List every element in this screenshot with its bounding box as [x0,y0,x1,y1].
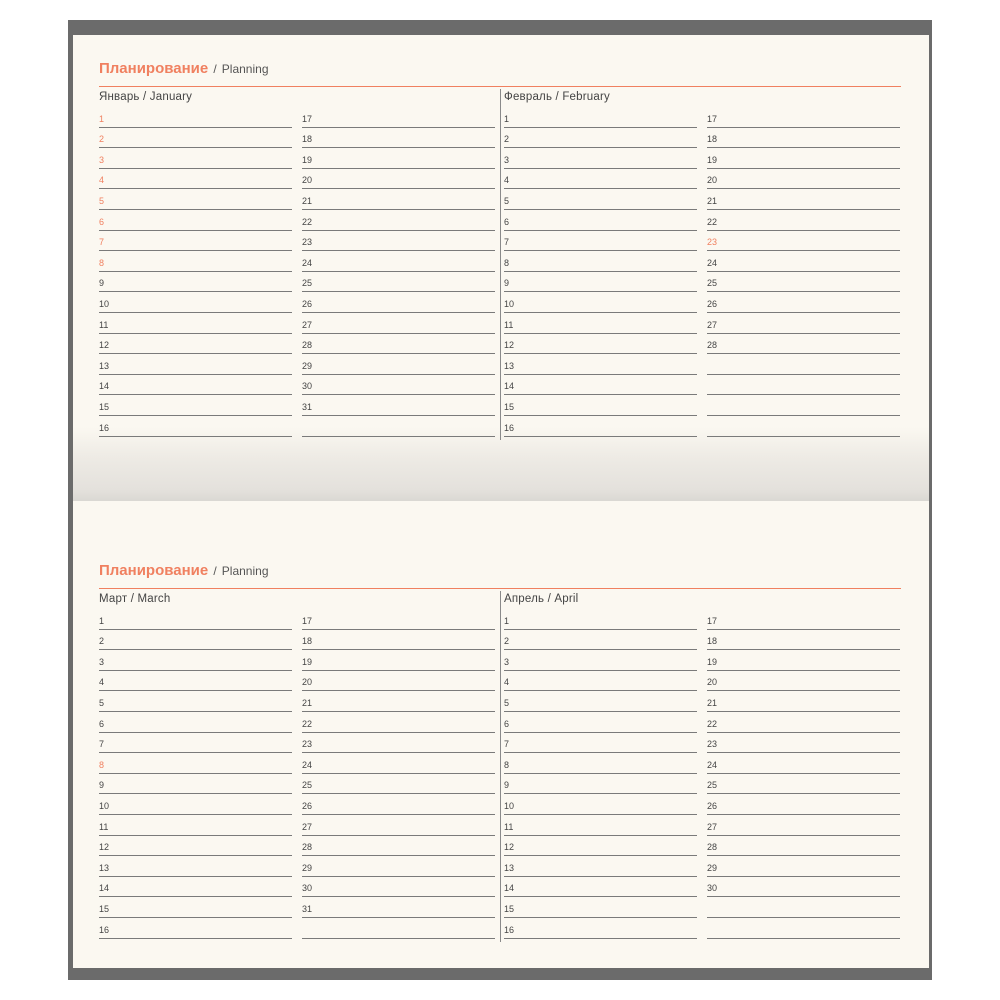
day-column-first [99,609,292,939]
day-line[interactable] [302,416,495,437]
day-line[interactable] [707,334,900,355]
day-line[interactable] [707,395,900,416]
day-number: 10 [99,800,110,811]
day-line[interactable] [707,107,900,128]
day-line[interactable] [707,313,900,334]
day-line[interactable] [504,897,697,918]
day-number: 22 [707,216,718,227]
day-number: 20 [302,175,313,186]
day-line[interactable] [302,836,495,857]
day-column-second [707,609,900,939]
day-line[interactable] [99,836,292,857]
day-number: 25 [302,278,313,289]
month-divider [500,89,501,440]
day-line[interactable] [504,251,697,272]
day-line[interactable] [504,231,697,252]
day-line[interactable] [707,877,900,898]
day-line[interactable] [504,609,697,630]
day-line[interactable] [302,691,495,712]
day-line[interactable] [99,334,292,355]
day-number: 16 [99,422,110,433]
day-number: 17 [707,113,718,124]
day-line[interactable] [707,609,900,630]
day-line[interactable] [707,650,900,671]
day-line[interactable] [99,733,292,754]
section-title: Планирование [99,562,209,579]
title-separator: / [213,564,217,578]
day-number: 20 [302,677,313,688]
day-line[interactable] [302,189,495,210]
day-line[interactable] [504,630,697,651]
day-number: 6 [504,718,510,729]
day-number: 18 [302,134,313,145]
day-number: 1 [504,615,510,626]
day-line[interactable] [302,671,495,692]
day-number: 12 [504,340,515,351]
day-number: 27 [302,821,313,832]
day-line[interactable] [302,292,495,313]
day-number: 10 [504,298,515,309]
day-line[interactable] [707,375,900,396]
day-number: 22 [302,718,313,729]
day-number: 21 [707,195,718,206]
day-number: 25 [707,278,718,289]
day-number: 26 [707,800,718,811]
day-line[interactable] [302,733,495,754]
day-number: 29 [302,862,313,873]
day-line[interactable] [99,128,292,149]
day-line[interactable] [99,691,292,712]
day-line[interactable] [302,231,495,252]
day-number: 8 [504,257,510,268]
day-number: 1 [99,615,105,626]
day-number: 28 [707,842,718,853]
day-number: 27 [302,319,313,330]
day-line[interactable] [99,395,292,416]
day-line[interactable] [302,128,495,149]
day-number: 29 [302,360,313,371]
day-number: 24 [707,759,718,770]
month-name: Февраль / February [504,91,610,103]
day-line[interactable] [504,128,697,149]
day-number: 14 [504,883,515,894]
day-number: 8 [99,257,105,268]
day-line[interactable] [302,313,495,334]
day-line[interactable] [707,856,900,877]
day-line[interactable] [302,169,495,190]
day-line[interactable] [99,774,292,795]
day-number: 21 [302,697,313,708]
day-line[interactable] [707,691,900,712]
day-line[interactable] [99,918,292,939]
month-block-january [99,89,497,440]
day-line[interactable] [707,169,900,190]
day-line[interactable] [99,877,292,898]
day-line[interactable] [99,609,292,630]
planner-page [73,35,929,968]
day-line[interactable] [99,169,292,190]
day-line[interactable] [302,877,495,898]
month-name: Январь / January [99,91,193,103]
day-number: 19 [707,154,718,165]
day-number: 2 [99,636,105,647]
section-header [99,58,901,86]
day-line[interactable] [504,836,697,857]
day-line[interactable] [707,671,900,692]
day-line[interactable] [302,753,495,774]
day-number: 19 [302,154,313,165]
day-number: 13 [99,862,110,873]
day-line[interactable] [99,897,292,918]
day-line[interactable] [99,815,292,836]
day-number: 25 [302,780,313,791]
day-number: 7 [504,739,510,750]
day-number: 7 [504,237,510,248]
day-number: 11 [504,821,514,832]
day-column-second [302,609,495,939]
day-number: 28 [707,340,718,351]
day-line[interactable] [504,210,697,231]
day-number: 7 [99,237,105,248]
day-number: 18 [707,134,718,145]
day-line[interactable] [504,691,697,712]
day-line[interactable] [504,733,697,754]
day-line[interactable] [504,774,697,795]
day-line[interactable] [504,272,697,293]
day-line[interactable] [302,794,495,815]
day-number: 4 [99,677,105,688]
day-line[interactable] [99,107,292,128]
day-line[interactable] [504,794,697,815]
day-number: 16 [504,422,515,433]
day-line[interactable] [302,918,495,939]
day-line[interactable] [707,836,900,857]
day-line[interactable] [302,609,495,630]
day-line[interactable] [504,395,697,416]
day-number: 19 [302,656,313,667]
day-number: 30 [707,883,718,894]
day-line[interactable] [504,671,697,692]
day-number: 17 [302,113,313,124]
day-number: 4 [504,677,510,688]
day-line[interactable] [504,292,697,313]
day-line[interactable] [707,630,900,651]
month-block-march [99,591,497,942]
day-number: 3 [99,154,105,165]
day-line[interactable] [99,856,292,877]
month-block-february [504,89,902,440]
day-line[interactable] [302,712,495,733]
day-number: 28 [302,340,313,351]
day-number: 10 [99,298,110,309]
day-line[interactable] [504,416,697,437]
title-separator: / [213,62,217,76]
day-number: 24 [302,759,313,770]
day-number: 11 [99,319,109,330]
day-number: 18 [707,636,718,647]
day-number: 20 [707,175,718,186]
day-number: 1 [99,113,105,124]
day-line[interactable] [99,189,292,210]
day-line[interactable] [302,815,495,836]
section-subtitle: Planning [221,62,269,76]
day-line[interactable] [504,815,697,836]
day-number: 9 [99,780,105,791]
day-number: 30 [302,883,313,894]
day-number: 29 [707,862,718,873]
day-number: 14 [504,381,515,392]
day-number: 16 [99,924,110,935]
day-number: 8 [99,759,105,770]
month-name: Март / March [99,593,171,605]
day-line[interactable] [504,753,697,774]
day-line[interactable] [707,918,900,939]
day-line[interactable] [504,334,697,355]
day-line[interactable] [99,313,292,334]
day-line[interactable] [99,375,292,396]
day-line[interactable] [707,272,900,293]
day-line[interactable] [99,148,292,169]
section-header [99,560,901,588]
day-line[interactable] [707,815,900,836]
day-line[interactable] [99,753,292,774]
day-line[interactable] [504,856,697,877]
day-number: 7 [99,739,105,750]
day-line[interactable] [302,897,495,918]
day-number: 8 [504,759,510,770]
day-number: 1 [504,113,510,124]
day-number: 21 [707,697,718,708]
day-number: 13 [504,360,515,371]
day-number: 15 [99,401,110,412]
day-line[interactable] [302,334,495,355]
section-subtitle: Planning [221,564,269,578]
day-line[interactable] [99,272,292,293]
day-number: 17 [302,615,313,626]
day-column-first [504,609,697,939]
day-line[interactable] [302,210,495,231]
day-line[interactable] [504,712,697,733]
day-line[interactable] [99,650,292,671]
day-number: 12 [99,842,110,853]
day-line[interactable] [707,189,900,210]
day-line[interactable] [99,354,292,375]
day-number: 28 [302,842,313,853]
day-number: 23 [302,739,313,750]
day-number: 11 [99,821,109,832]
day-line[interactable] [504,375,697,396]
day-line[interactable] [707,774,900,795]
day-number: 14 [99,883,110,894]
day-number: 6 [99,216,105,227]
day-number: 6 [99,718,105,729]
header-rule [99,588,901,589]
day-number: 15 [99,903,110,914]
day-number: 2 [504,636,510,647]
day-line[interactable] [99,671,292,692]
day-line[interactable] [99,794,292,815]
day-line[interactable] [99,416,292,437]
day-line[interactable] [504,354,697,375]
day-line[interactable] [707,794,900,815]
day-line[interactable] [504,877,697,898]
day-number: 13 [504,862,515,873]
day-number: 20 [707,677,718,688]
day-line[interactable] [504,918,697,939]
day-line[interactable] [707,251,900,272]
day-number: 30 [302,381,313,392]
day-line[interactable] [99,231,292,252]
months-grid [99,591,901,942]
day-line[interactable] [302,856,495,877]
day-line[interactable] [707,354,900,375]
day-number: 11 [504,319,514,330]
day-number: 3 [504,656,510,667]
day-number: 15 [504,401,515,412]
day-line[interactable] [302,272,495,293]
day-line[interactable] [302,630,495,651]
day-line[interactable] [302,107,495,128]
day-number: 5 [99,697,105,708]
day-line[interactable] [707,210,900,231]
day-number: 4 [504,175,510,186]
months-grid [99,89,901,440]
day-number: 16 [504,924,515,935]
day-line[interactable] [302,148,495,169]
day-number: 12 [504,842,515,853]
day-number: 12 [99,340,110,351]
day-number: 5 [504,697,510,708]
day-number: 23 [707,237,718,248]
day-line[interactable] [504,189,697,210]
day-line[interactable] [302,395,495,416]
day-line[interactable] [707,733,900,754]
day-line[interactable] [99,251,292,272]
day-number: 9 [99,278,105,289]
header-rule [99,86,901,87]
day-line[interactable] [99,712,292,733]
day-number: 5 [99,195,105,206]
day-column-first [504,107,697,437]
day-number: 23 [302,237,313,248]
section-title: Планирование [99,60,209,77]
month-divider [500,591,501,942]
day-line[interactable] [302,251,495,272]
day-number: 2 [504,134,510,145]
day-number: 2 [99,134,105,145]
day-number: 15 [504,903,515,914]
day-line[interactable] [302,650,495,671]
day-number: 3 [99,656,105,667]
day-line[interactable] [707,753,900,774]
day-number: 26 [302,298,313,309]
day-number: 18 [302,636,313,647]
day-number: 26 [302,800,313,811]
day-line[interactable] [504,148,697,169]
day-line[interactable] [99,292,292,313]
day-column-second [707,107,900,437]
day-number: 23 [707,739,718,750]
day-line[interactable] [302,375,495,396]
day-line[interactable] [99,630,292,651]
day-line[interactable] [707,712,900,733]
day-number: 24 [707,257,718,268]
day-line[interactable] [707,416,900,437]
day-number: 22 [707,718,718,729]
day-line[interactable] [707,897,900,918]
day-number: 25 [707,780,718,791]
day-number: 27 [707,319,718,330]
day-line[interactable] [302,774,495,795]
day-number: 17 [707,615,718,626]
day-number: 26 [707,298,718,309]
day-column-second [302,107,495,437]
day-line[interactable] [707,148,900,169]
planning-section-top [99,58,901,433]
day-column-first [99,107,292,437]
day-line[interactable] [707,128,900,149]
day-number: 21 [302,195,313,206]
month-name: Апрель / April [504,593,579,605]
day-number: 13 [99,360,110,371]
day-number: 10 [504,800,515,811]
day-number: 27 [707,821,718,832]
day-number: 14 [99,381,110,392]
day-number: 6 [504,216,510,227]
day-number: 4 [99,175,105,186]
day-line[interactable] [504,650,697,671]
day-line[interactable] [707,231,900,252]
day-line[interactable] [504,107,697,128]
day-line[interactable] [707,292,900,313]
day-line[interactable] [504,313,697,334]
day-line[interactable] [99,210,292,231]
day-number: 5 [504,195,510,206]
day-number: 31 [302,903,313,914]
day-number: 24 [302,257,313,268]
month-block-april [504,591,902,942]
planning-section-bottom [99,560,901,935]
day-line[interactable] [504,169,697,190]
day-number: 19 [707,656,718,667]
day-line[interactable] [302,354,495,375]
day-number: 3 [504,154,510,165]
day-number: 9 [504,780,510,791]
day-number: 9 [504,278,510,289]
day-number: 22 [302,216,313,227]
day-number: 31 [302,401,313,412]
